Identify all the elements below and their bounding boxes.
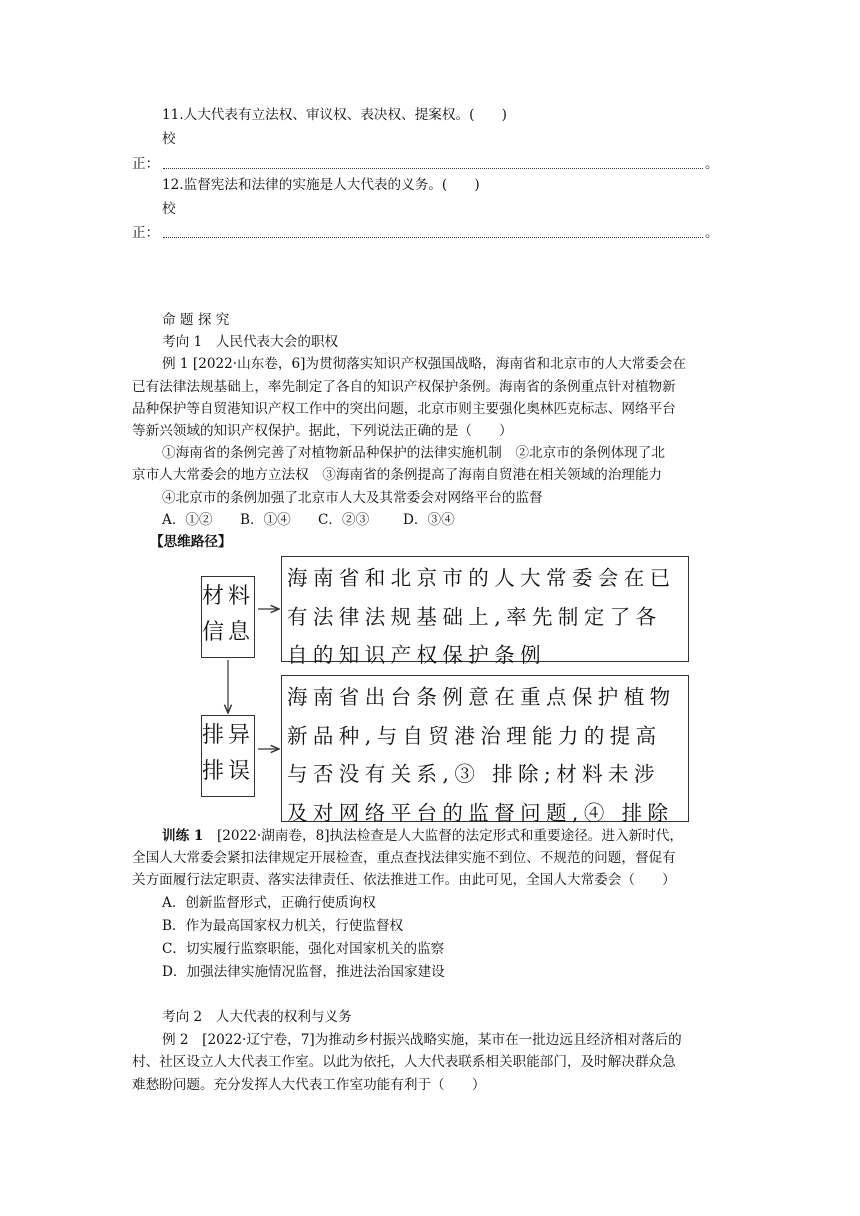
option-a[interactable]: A．①② (162, 512, 213, 528)
example-1-statement: 京市人大常委会的地方立法权 ③海南省的条例提高了海南自贸港在相关领域的治理能力 (132, 467, 663, 483)
example-2-line: 例 2 [2022·辽宁卷，7]为推动乡村振兴战略实施，某市在一批边远且经济相对落后的 (162, 1032, 682, 1048)
question-12: 12.监督宪法和法律的实施是人大代表的义务。( ) (162, 177, 480, 193)
training-1-option-b[interactable]: B．作为最高国家权力机关，行使监督权 (162, 918, 404, 934)
example-1-line: 品种保护等自贸港知识产权工作中的突出问题，北京市则主要强化奥林匹克标志、网络平台 (132, 401, 676, 417)
training-1-line: 训练 1 [2022·湖南卷，8]执法检查是人大监督的法定形式和重要途径。进入新时代， (162, 828, 683, 844)
example-1-statement: ①海南省的条例完善了对植物新品种保护的法律实施机制 ②北京市的条例体现了北 (162, 445, 665, 461)
example-1-line: 等新兴领域的知识产权保护。据此，下列说法正确的是（ ） (132, 423, 513, 439)
example-1-line: 已有法律法规基础上，率先制定了各自的知识产权保护条例。海南省的条例重点针对植物新 (132, 379, 676, 395)
example-2-line: 村、社区设立人大代表工作室。以此为依托，人大代表联系相关职能部门，及时解决群众急 (132, 1054, 676, 1070)
training-1-line: 全国人大常委会紧扣法律规定开展检查，重点查找法律实施不到位、不规范的问题，督促有 (132, 850, 676, 866)
period: 。 (705, 225, 719, 241)
diagram-label-eliminate: 排异排误 (201, 715, 255, 797)
correction-label-top: 校 (162, 201, 176, 217)
diagram-text-eliminate: 海南省出台条例意在重点保护植物新品种,与自贸港治理能力的提高与否没有关系,③ 排除;材料未涉及对网络平台的监督问题,④ 排除 (281, 675, 689, 822)
correction-label-bottom: 正： (132, 156, 160, 172)
correction-label-top: 校 (162, 131, 176, 147)
direction-1-heading: 考向 1 人民代表大会的职权 (162, 334, 339, 350)
training-1-option-d[interactable]: D．加强法律实施情况监督，推进法治国家建设 (162, 964, 445, 980)
example-1-statement: ④北京市的条例加强了北京市人大及其常委会对网络平台的监督 (162, 490, 543, 506)
correction-label-bottom: 正： (132, 225, 160, 241)
training-1-option-c[interactable]: C．切实履行监察职能，强化对国家机关的监察 (162, 941, 445, 957)
option-d[interactable]: D．③④ (403, 512, 455, 528)
diagram-text-material: 海南省和北京市的人大常委会在已有法律法规基础上,率先制定了各自的知识产权保护条例 (281, 556, 689, 662)
period: 。 (705, 156, 719, 172)
diagram-label-material: 材料信息 (201, 576, 255, 658)
thinking-path-title: 【思维路径】 (150, 534, 232, 550)
section-title: 命 题 探 究 (162, 312, 230, 328)
training-1-option-a[interactable]: A．创新监督形式，正确行使质询权 (162, 895, 376, 911)
training-1-label: 训练 1 (162, 828, 204, 844)
question-11: 11.人大代表有立法权、审议权、表决权、提案权。( ) (162, 107, 507, 123)
example-2-line: 难愁盼问题。充分发挥人大代表工作室功能有利于（ ） (132, 1077, 486, 1093)
training-1-line: 关方面履行法定职责、落实法律责任、依法推进工作。由此可见，全国人大常委会（ ） (132, 872, 676, 888)
direction-2-heading: 考向 2 人大代表的权利与义务 (162, 1009, 352, 1025)
example-1-line: 例 1 [2022·山东卷，6]为贯彻落实知识产权强国战略，海南省和北京市的人大常委会在 (162, 356, 687, 372)
option-b[interactable]: B．①④ (240, 512, 291, 528)
option-c[interactable]: C．②③ (318, 512, 370, 528)
